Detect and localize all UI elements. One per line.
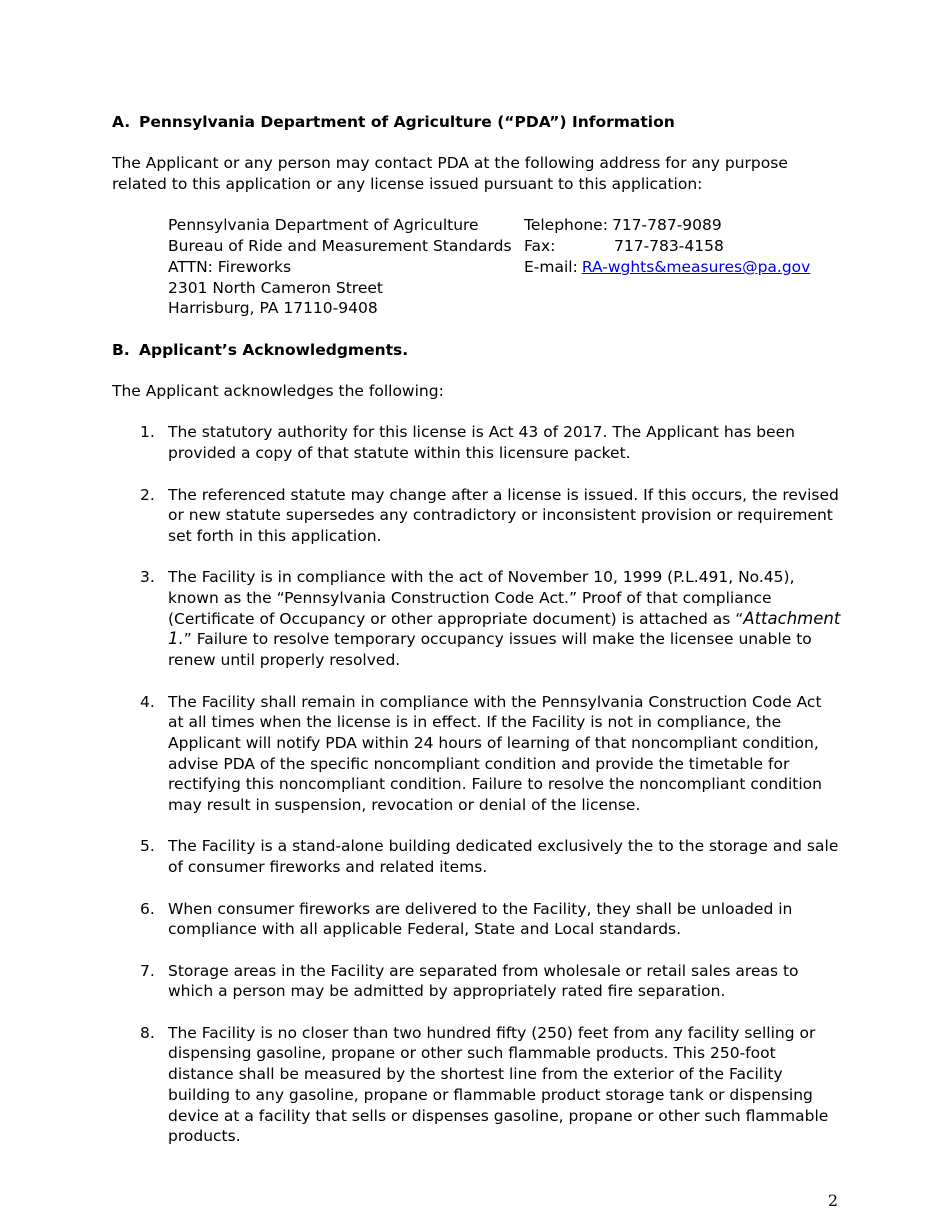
document-page — [112, 112, 842, 1168]
item-text: The Facility is no closer than two hundred fifty (250) feet from any facility selling or dispensing gasoline, propane or other such flammable products. This 250-foot distance shall be measured by the shortest line from the exterior of the Facility building to any gasoline, propane or flammable product storage tank or dispensing device at a facility that sells or dispenses gasoline, propane or other such flammable products. — [168, 1023, 829, 1146]
item-number: 1. — [140, 423, 155, 442]
item-number: 4. — [140, 692, 155, 711]
section-a-letter: A. — [112, 113, 131, 131]
acknowledgments-list — [112, 422, 842, 1147]
section-a-heading — [112, 112, 842, 133]
item-text: The referenced statute may change after a license is issued. If this occurs, the revised or new statute supersedes any contradictory or inconsistent provision or requirement set forth in this application. — [168, 485, 839, 545]
telephone-value: 717-787-9089 — [611, 216, 722, 235]
list-item — [112, 485, 842, 547]
address-line: Bureau of Ride and Measurement Standards — [168, 237, 512, 256]
item-text: The Facility is a stand-alone building dedicated exclusively the to the storage and sale of consumer fireworks and related items. — [168, 837, 839, 877]
section-a-title: Pennsylvania Department of Agriculture (“PDA”) Information — [139, 113, 675, 131]
address-line: Pennsylvania Department of Agriculture — [168, 216, 479, 235]
section-a-intro: The Applicant or any person may contact PDA at the following address for any purpose related to this application or any license issued pursuant to this application: — [112, 154, 788, 194]
list-item — [112, 1023, 842, 1147]
fax-line — [524, 236, 854, 257]
attachment-reference: Attachment 1. — [168, 608, 841, 649]
list-item — [112, 692, 842, 816]
address-line: ATTN: Fireworks — [168, 257, 292, 276]
telephone-label: Telephone: — [524, 216, 608, 235]
mailing-address — [168, 215, 524, 319]
item-text-before: The Facility is in compliance with the act of November 10, 1999 (P.L.491, No.45), known as the “Pennsylvania Construction Code Act.” Proof of that compliance (Certificate of Occupancy or other appropriate document) is attached as “ — [168, 568, 795, 628]
list-item — [112, 836, 842, 877]
contact-details — [524, 215, 854, 277]
section-b-title: Applicant’s Acknowledgments. — [139, 340, 409, 359]
item-number: 5. — [140, 837, 155, 856]
list-item — [112, 899, 842, 940]
item-text: The statutory authority for this license is Act 43 of 2017. The Applicant has been provided a copy of that statute within this licensure packet. — [168, 423, 795, 463]
contact-block — [168, 215, 842, 319]
list-item — [112, 422, 842, 463]
page-number: 2 — [827, 1191, 838, 1210]
item-number: 7. — [140, 961, 155, 980]
item-number: 8. — [140, 1023, 155, 1042]
item-number: 6. — [140, 899, 155, 918]
telephone-line — [524, 215, 854, 236]
item-number: 3. — [140, 568, 155, 587]
item-text: When consumer fireworks are delivered to the Facility, they shall be unloaded in compliance with all applicable Federal, State and Local standards. — [168, 899, 793, 939]
address-line: 2301 North Cameron Street — [168, 278, 383, 297]
section-b-letter: B. — [112, 340, 130, 359]
email-link[interactable]: RA-wghts&measures@pa.gov — [581, 257, 811, 276]
fax-label: Fax: — [524, 237, 556, 256]
section-b-heading — [112, 340, 842, 361]
item-number: 2. — [140, 485, 155, 504]
item-text: The Facility shall remain in compliance with the Pennsylvania Construction Code Act at all times when the license is in effect. If the Facility is not in compliance, the Applicant will notify PDA within 24 hours of learning of that noncompliant condition, advise PDA of the specific noncompliant condition and provide the timetable for rectifying this noncompliant condition. Failure to resolve the noncompliant condition may result in suspension, revocation or denial of the license. — [168, 692, 822, 815]
item-text: Storage areas in the Facility are separated from wholesale or retail sales areas to which a person may be admitted by appropriately rated fire separation. — [168, 961, 799, 1001]
list-item — [112, 961, 842, 1002]
email-line — [524, 257, 854, 278]
fax-value: 717-783-4158 — [614, 237, 724, 256]
address-line: Harrisburg, PA 17110-9408 — [168, 299, 378, 318]
list-item — [112, 567, 842, 671]
email-label: E-mail: — [524, 257, 578, 276]
section-b-intro: The Applicant acknowledges the following: — [112, 382, 444, 401]
item-text-after: ” Failure to resolve temporary occupancy issues will make the licensee unable to renew until properly resolved. — [168, 630, 812, 670]
